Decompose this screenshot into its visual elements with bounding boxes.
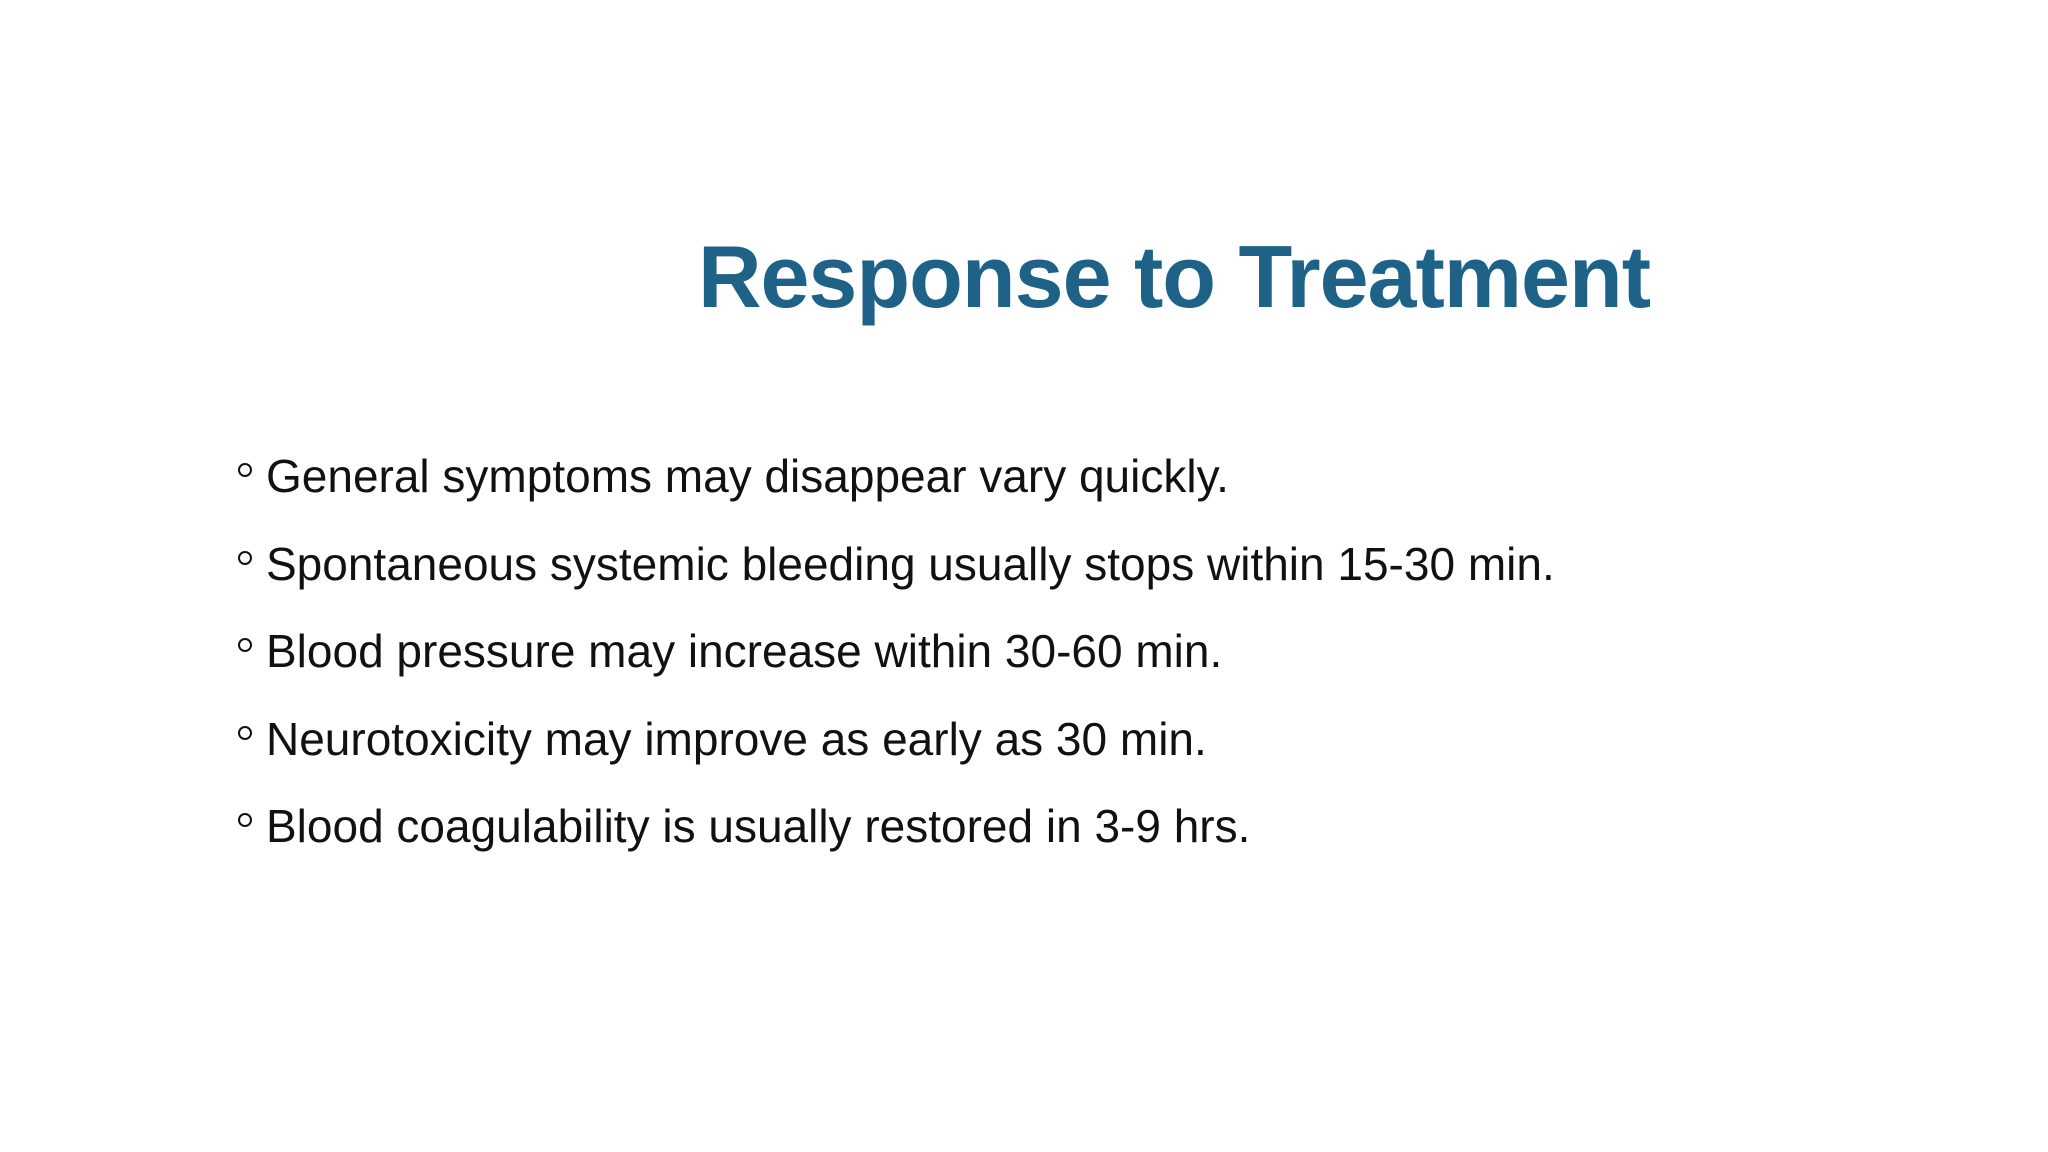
bullet-text: Spontaneous systemic bleeding usually stops within 15-30 min. bbox=[266, 537, 1555, 590]
hollow-circle-bullet-icon bbox=[238, 463, 252, 477]
bullet-text: Blood pressure may increase within 30-60 min. bbox=[266, 625, 1223, 677]
bullet-item bbox=[238, 794, 1555, 882]
bullet-list bbox=[238, 444, 1555, 882]
bullet-item bbox=[238, 532, 1555, 620]
hollow-circle-bullet-icon bbox=[238, 551, 252, 565]
slide-title: Response to Treatment bbox=[697, 227, 1651, 326]
hollow-circle-bullet-icon bbox=[238, 813, 252, 827]
bullet-text: General symptoms may disappear vary quickly. bbox=[266, 450, 1229, 502]
bullet-item bbox=[238, 707, 1555, 795]
bullet-text: Blood coagulability is usually restored in 3-9 hrs. bbox=[266, 800, 1251, 852]
bullet-text: Neurotoxicity may improve as early as 30 min. bbox=[266, 712, 1207, 765]
bullet-item bbox=[238, 619, 1555, 707]
bullet-item bbox=[238, 444, 1555, 532]
hollow-circle-bullet-icon bbox=[238, 726, 252, 740]
hollow-circle-bullet-icon bbox=[238, 638, 252, 652]
